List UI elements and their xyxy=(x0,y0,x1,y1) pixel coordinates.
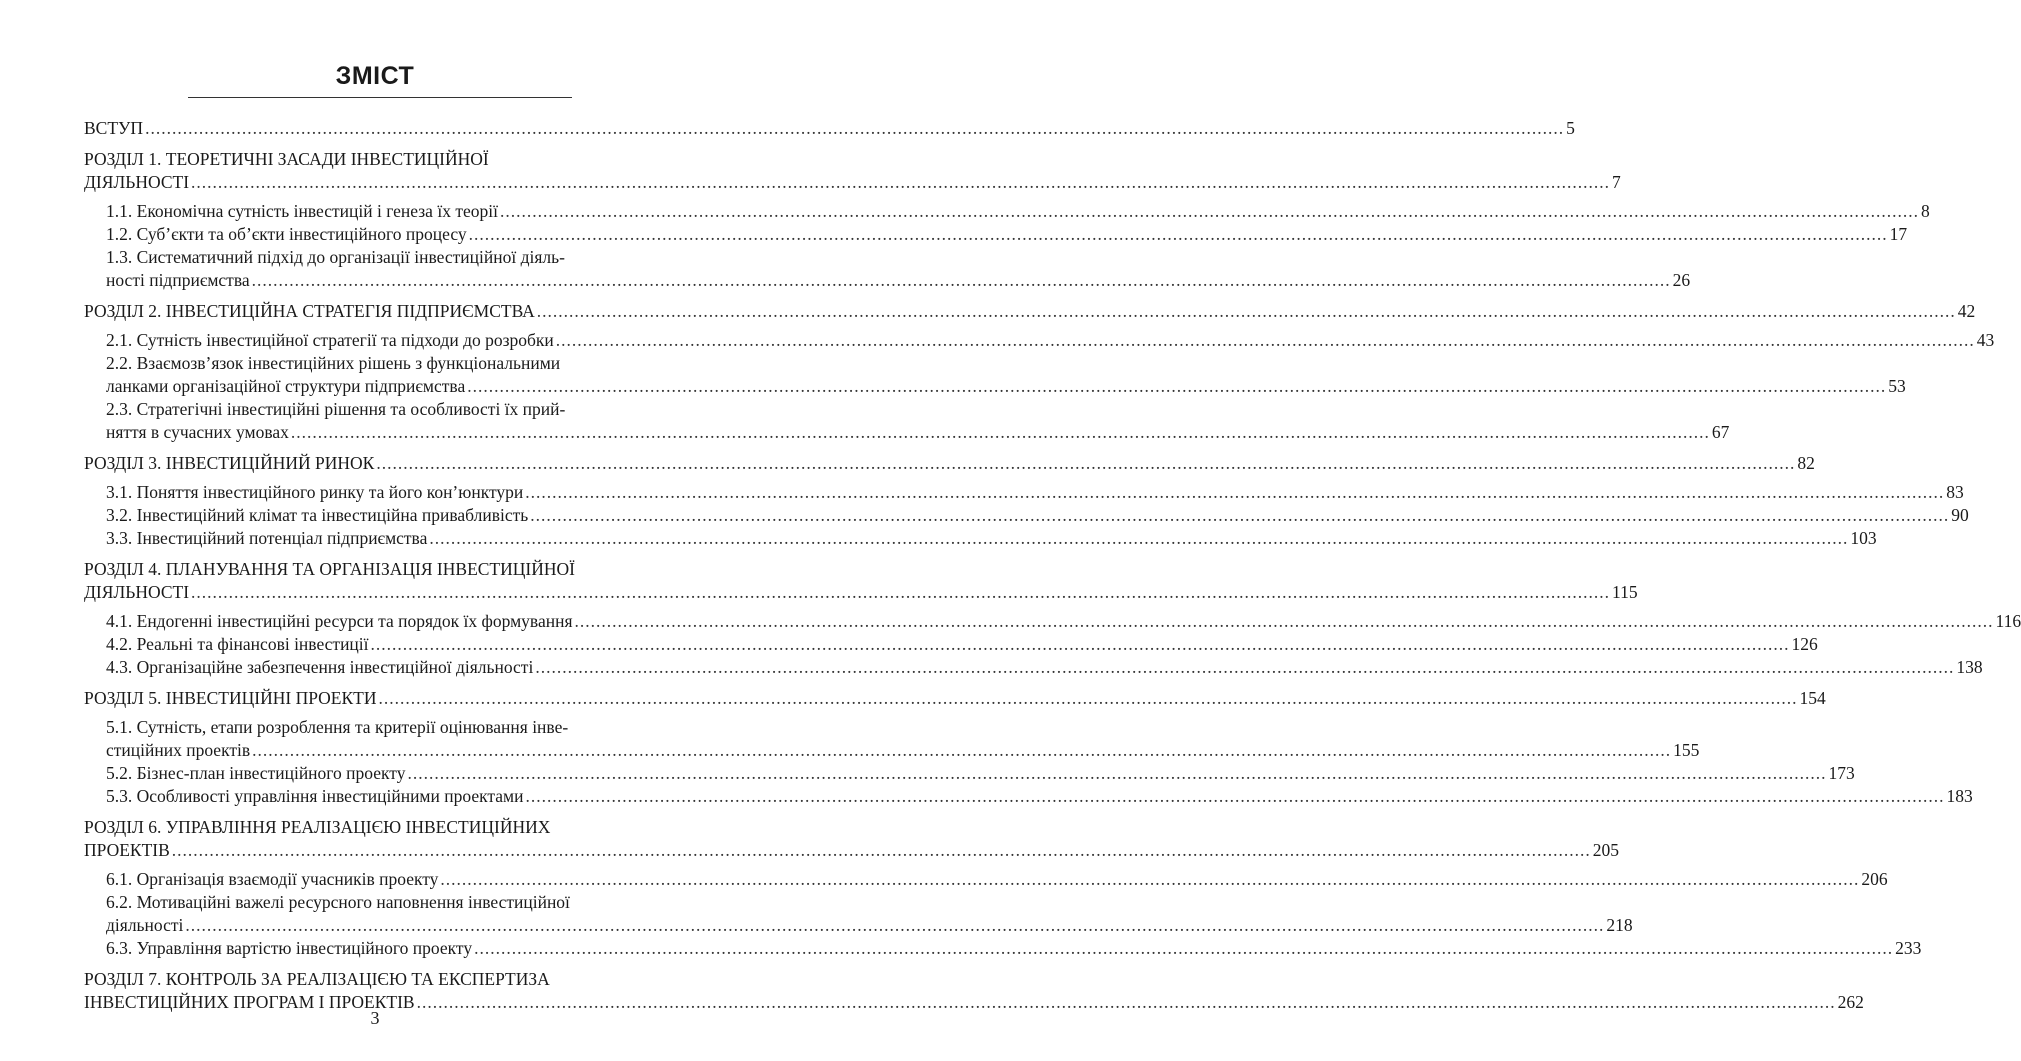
toc-entry-title: 4.3. Організаційне забезпечення інвестиційної діяльності xyxy=(106,657,534,677)
toc-chapter-entry xyxy=(84,558,1638,604)
dot-leader xyxy=(467,375,1886,398)
toc-entry-row xyxy=(106,785,1973,808)
toc-entry-row xyxy=(106,633,1818,656)
toc-page-number: 17 xyxy=(1889,224,1908,244)
toc-entry-row xyxy=(84,839,1620,862)
toc-page-number: 262 xyxy=(1837,992,1864,1012)
toc-entry-title: ності підприємства xyxy=(106,270,250,290)
toc-page-number: 82 xyxy=(1797,453,1815,473)
toc-entry-row xyxy=(106,269,1691,292)
toc-page-number: 53 xyxy=(1888,376,1906,396)
toc-entry-title: 2.1. Сутність інвестиційної стратегії та підходи до розробки xyxy=(106,330,554,350)
toc-entry-line: 5.1. Сутність, етапи розроблення та критерії оцінювання інве- xyxy=(106,717,569,737)
dot-leader xyxy=(172,839,1591,862)
toc-section-entry xyxy=(84,633,1818,656)
toc-entry-line: РОЗДІЛ 4. ПЛАНУВАННЯ ТА ОРГАНІЗАЦІЯ ІНВЕСТИЦІЙНОЇ xyxy=(84,559,575,579)
toc-entry-title: діяльності xyxy=(106,915,184,935)
toc-entry-title: 3.1. Поняття інвестиційного ринку та його кон’юнктури xyxy=(106,482,524,502)
toc-section-entry xyxy=(84,223,1908,246)
table-of-contents xyxy=(84,112,2021,1014)
toc-entry-title: 1.1. Економічна сутність інвестицій і генеза їх теорії xyxy=(106,201,498,221)
toc-page-number: 103 xyxy=(1850,528,1877,548)
toc-entry-title: ДІЯЛЬНОСТІ xyxy=(84,172,190,192)
dot-leader xyxy=(407,762,1826,785)
dot-leader xyxy=(525,785,1944,808)
toc-entry-title: ланками організаційної структури підприємства xyxy=(106,376,466,396)
toc-entry-line: РОЗДІЛ 6. УПРАВЛІННЯ РЕАЛІЗАЦІЄЮ ІНВЕСТИЦІЙНИХ xyxy=(84,817,551,837)
toc-entry-row xyxy=(106,914,1633,937)
toc-page-number: 126 xyxy=(1791,634,1818,654)
toc-entry-line: 6.2. Мотиваційні важелі ресурсного наповнення інвестиційної xyxy=(106,892,570,912)
dot-leader xyxy=(535,656,1954,679)
dot-leader xyxy=(575,610,1994,633)
toc-page-number: 205 xyxy=(1592,840,1620,860)
toc-entry-title: няття в сучасних умовах xyxy=(106,422,289,442)
toc-section-entry xyxy=(84,868,1888,891)
toc-page-number: 5 xyxy=(1566,118,1575,138)
toc-section-entry xyxy=(84,352,1906,398)
toc-entry-title: 4.1. Ендогенні інвестиційні ресурси та порядок їх формування xyxy=(106,611,573,631)
toc-entry-title: ПРОЕКТІВ xyxy=(84,840,170,860)
toc-page-number: 218 xyxy=(1606,915,1633,935)
toc-section-entry xyxy=(84,527,1877,550)
toc-chapter-entry xyxy=(84,687,1826,710)
toc-page-number: 138 xyxy=(1956,657,1983,677)
dot-leader xyxy=(530,504,1949,527)
toc-entry-row xyxy=(106,610,2021,633)
toc-entry-row xyxy=(84,581,1638,604)
toc-page-number: 42 xyxy=(1957,301,1976,321)
toc-entry-row xyxy=(106,200,1930,223)
toc-entry-row xyxy=(106,223,1908,246)
toc-entry-row xyxy=(106,481,1964,504)
toc-chapter-entry xyxy=(84,148,1621,194)
dot-leader xyxy=(185,914,1604,937)
toc-section-entry xyxy=(84,656,1983,679)
toc-entry-line: 2.2. Взаємозв’язок інвестиційних рішень з функціональними xyxy=(106,353,561,373)
page-number: 3 xyxy=(370,1008,380,1028)
toc-entry-line: 1.3. Систематичний підхід до організації інвестиційної діяль- xyxy=(106,247,565,267)
title-underline xyxy=(188,97,572,98)
toc-entry-title: ІНВЕСТИЦІЙНИХ ПРОГРАМ І ПРОЕКТІВ xyxy=(84,992,415,1012)
toc-entry-row xyxy=(106,375,1906,398)
toc-page-number: 67 xyxy=(1711,422,1730,442)
dot-leader xyxy=(474,937,1893,960)
toc-page-number: 154 xyxy=(1799,688,1826,708)
toc-page-number: 8 xyxy=(1920,201,1930,221)
dot-leader xyxy=(291,421,1710,444)
toc-entry-row xyxy=(106,329,1995,352)
toc-chapter-entry xyxy=(84,300,1976,323)
toc-entry-line: РОЗДІЛ 7. КОНТРОЛЬ ЗА РЕАЛІЗАЦІЄЮ ТА ЕКСПЕРТИЗА xyxy=(84,969,550,989)
toc-entry-title: 5.2. Бізнес-план інвестиційного проекту xyxy=(106,763,406,783)
toc-entry-title: 3.3. Інвестиційний потенціал підприємства xyxy=(106,528,428,548)
toc-entry-row xyxy=(106,527,1877,550)
toc-section-group xyxy=(84,610,2021,679)
toc-page-number: 233 xyxy=(1895,938,1922,958)
toc-entry-title: РОЗДІЛ 2. ІНВЕСТИЦІЙНА СТРАТЕГІЯ ПІДПРИЄМСТВА xyxy=(84,301,535,321)
dot-leader xyxy=(145,117,1564,140)
toc-entry-title: стиційних проектів xyxy=(106,740,251,760)
toc-entry-row xyxy=(84,300,1976,323)
dot-leader xyxy=(371,633,1790,656)
dot-leader xyxy=(440,868,1859,891)
toc-page-number: 90 xyxy=(1951,505,1969,525)
dot-leader xyxy=(252,739,1671,762)
toc-section-entry xyxy=(84,762,1855,785)
toc-chapter-entry xyxy=(84,816,1620,862)
toc-section-entry xyxy=(84,610,2021,633)
toc-entry-row xyxy=(106,421,1730,444)
toc-section-entry xyxy=(84,504,1969,527)
toc-entry-line: РОЗДІЛ 1. ТЕОРЕТИЧНІ ЗАСАДИ ІНВЕСТИЦІЙНОЇ xyxy=(84,149,489,169)
toc-page-number: 83 xyxy=(1946,482,1964,502)
dot-leader xyxy=(378,687,1797,710)
toc-section-entry xyxy=(84,891,1633,937)
dot-leader xyxy=(376,452,1795,475)
toc-entry-title: 6.3. Управління вартістю інвестиційного проекту xyxy=(106,938,473,958)
toc-entry-row xyxy=(106,504,1969,527)
toc-page-number: 7 xyxy=(1612,172,1621,192)
toc-entry-title: РОЗДІЛ 5. ІНВЕСТИЦІЙНІ ПРОЕКТИ xyxy=(84,688,377,708)
toc-section-entry xyxy=(84,937,1922,960)
dot-leader xyxy=(500,200,1919,223)
page-title: ЗМІСТ xyxy=(335,62,415,90)
toc-section-group xyxy=(84,868,1922,960)
toc-page-number: 115 xyxy=(1612,582,1638,602)
toc-page-number: 173 xyxy=(1828,763,1855,783)
dot-leader xyxy=(191,581,1610,604)
toc-entry-title: 6.1. Організація взаємодії учасників проекту xyxy=(106,869,439,889)
toc-entry-row xyxy=(106,739,1700,762)
toc-section-entry xyxy=(84,200,1930,223)
toc-section-entry xyxy=(84,716,1700,762)
toc-entry-title: ВСТУП xyxy=(84,118,144,138)
toc-page-number: 116 xyxy=(1995,611,2021,631)
toc-page-number: 155 xyxy=(1673,740,1700,760)
toc-section-entry xyxy=(84,246,1691,292)
toc-entry-row xyxy=(84,171,1621,194)
toc-section-entry xyxy=(84,785,1973,808)
toc-page-number: 43 xyxy=(1976,330,1995,350)
toc-entry-title: 1.2. Суб’єкти та об’єкти інвестиційного процесу xyxy=(106,224,467,244)
toc-entry-row xyxy=(106,762,1855,785)
toc-entry-title: ДІЯЛЬНОСТІ xyxy=(84,582,190,602)
dot-leader xyxy=(429,527,1848,550)
dot-leader xyxy=(191,171,1610,194)
toc-section-group xyxy=(84,329,1995,444)
toc-section-group xyxy=(84,200,1930,292)
dot-leader xyxy=(556,329,1975,352)
toc-section-entry xyxy=(84,481,1964,504)
toc-entry-row xyxy=(84,452,1815,475)
toc-entry-title: 5.3. Особливості управління інвестиційними проектами xyxy=(106,786,524,806)
toc-section-group xyxy=(84,716,1973,808)
toc-entry-row xyxy=(106,937,1922,960)
toc-section-group xyxy=(84,481,1969,550)
dot-leader xyxy=(525,481,1944,504)
dot-leader xyxy=(469,223,1888,246)
toc-entry-row xyxy=(84,687,1826,710)
toc-entry-line: 2.3. Стратегічні інвестиційні рішення та особливості їх прий- xyxy=(106,399,566,419)
toc-section-entry xyxy=(84,329,1995,352)
toc-chapter-entry xyxy=(84,117,1575,140)
dot-leader xyxy=(252,269,1671,292)
toc-entry-row xyxy=(106,868,1888,891)
dot-leader xyxy=(537,300,1956,323)
toc-entry-row xyxy=(84,117,1575,140)
toc-page-number: 206 xyxy=(1861,869,1888,889)
toc-page-number: 183 xyxy=(1946,786,1973,806)
toc-entry-title: РОЗДІЛ 3. ІНВЕСТИЦІЙНИЙ РИНОК xyxy=(84,453,375,473)
toc-page-number: 26 xyxy=(1672,270,1691,290)
toc-entry-title: 4.2. Реальні та фінансові інвестиції xyxy=(106,634,369,654)
toc-entry-title: 3.2. Інвестиційний клімат та інвестиційна привабливість xyxy=(106,505,529,525)
toc-section-entry xyxy=(84,398,1730,444)
toc-entry-row xyxy=(106,656,1983,679)
toc-chapter-entry xyxy=(84,452,1815,475)
